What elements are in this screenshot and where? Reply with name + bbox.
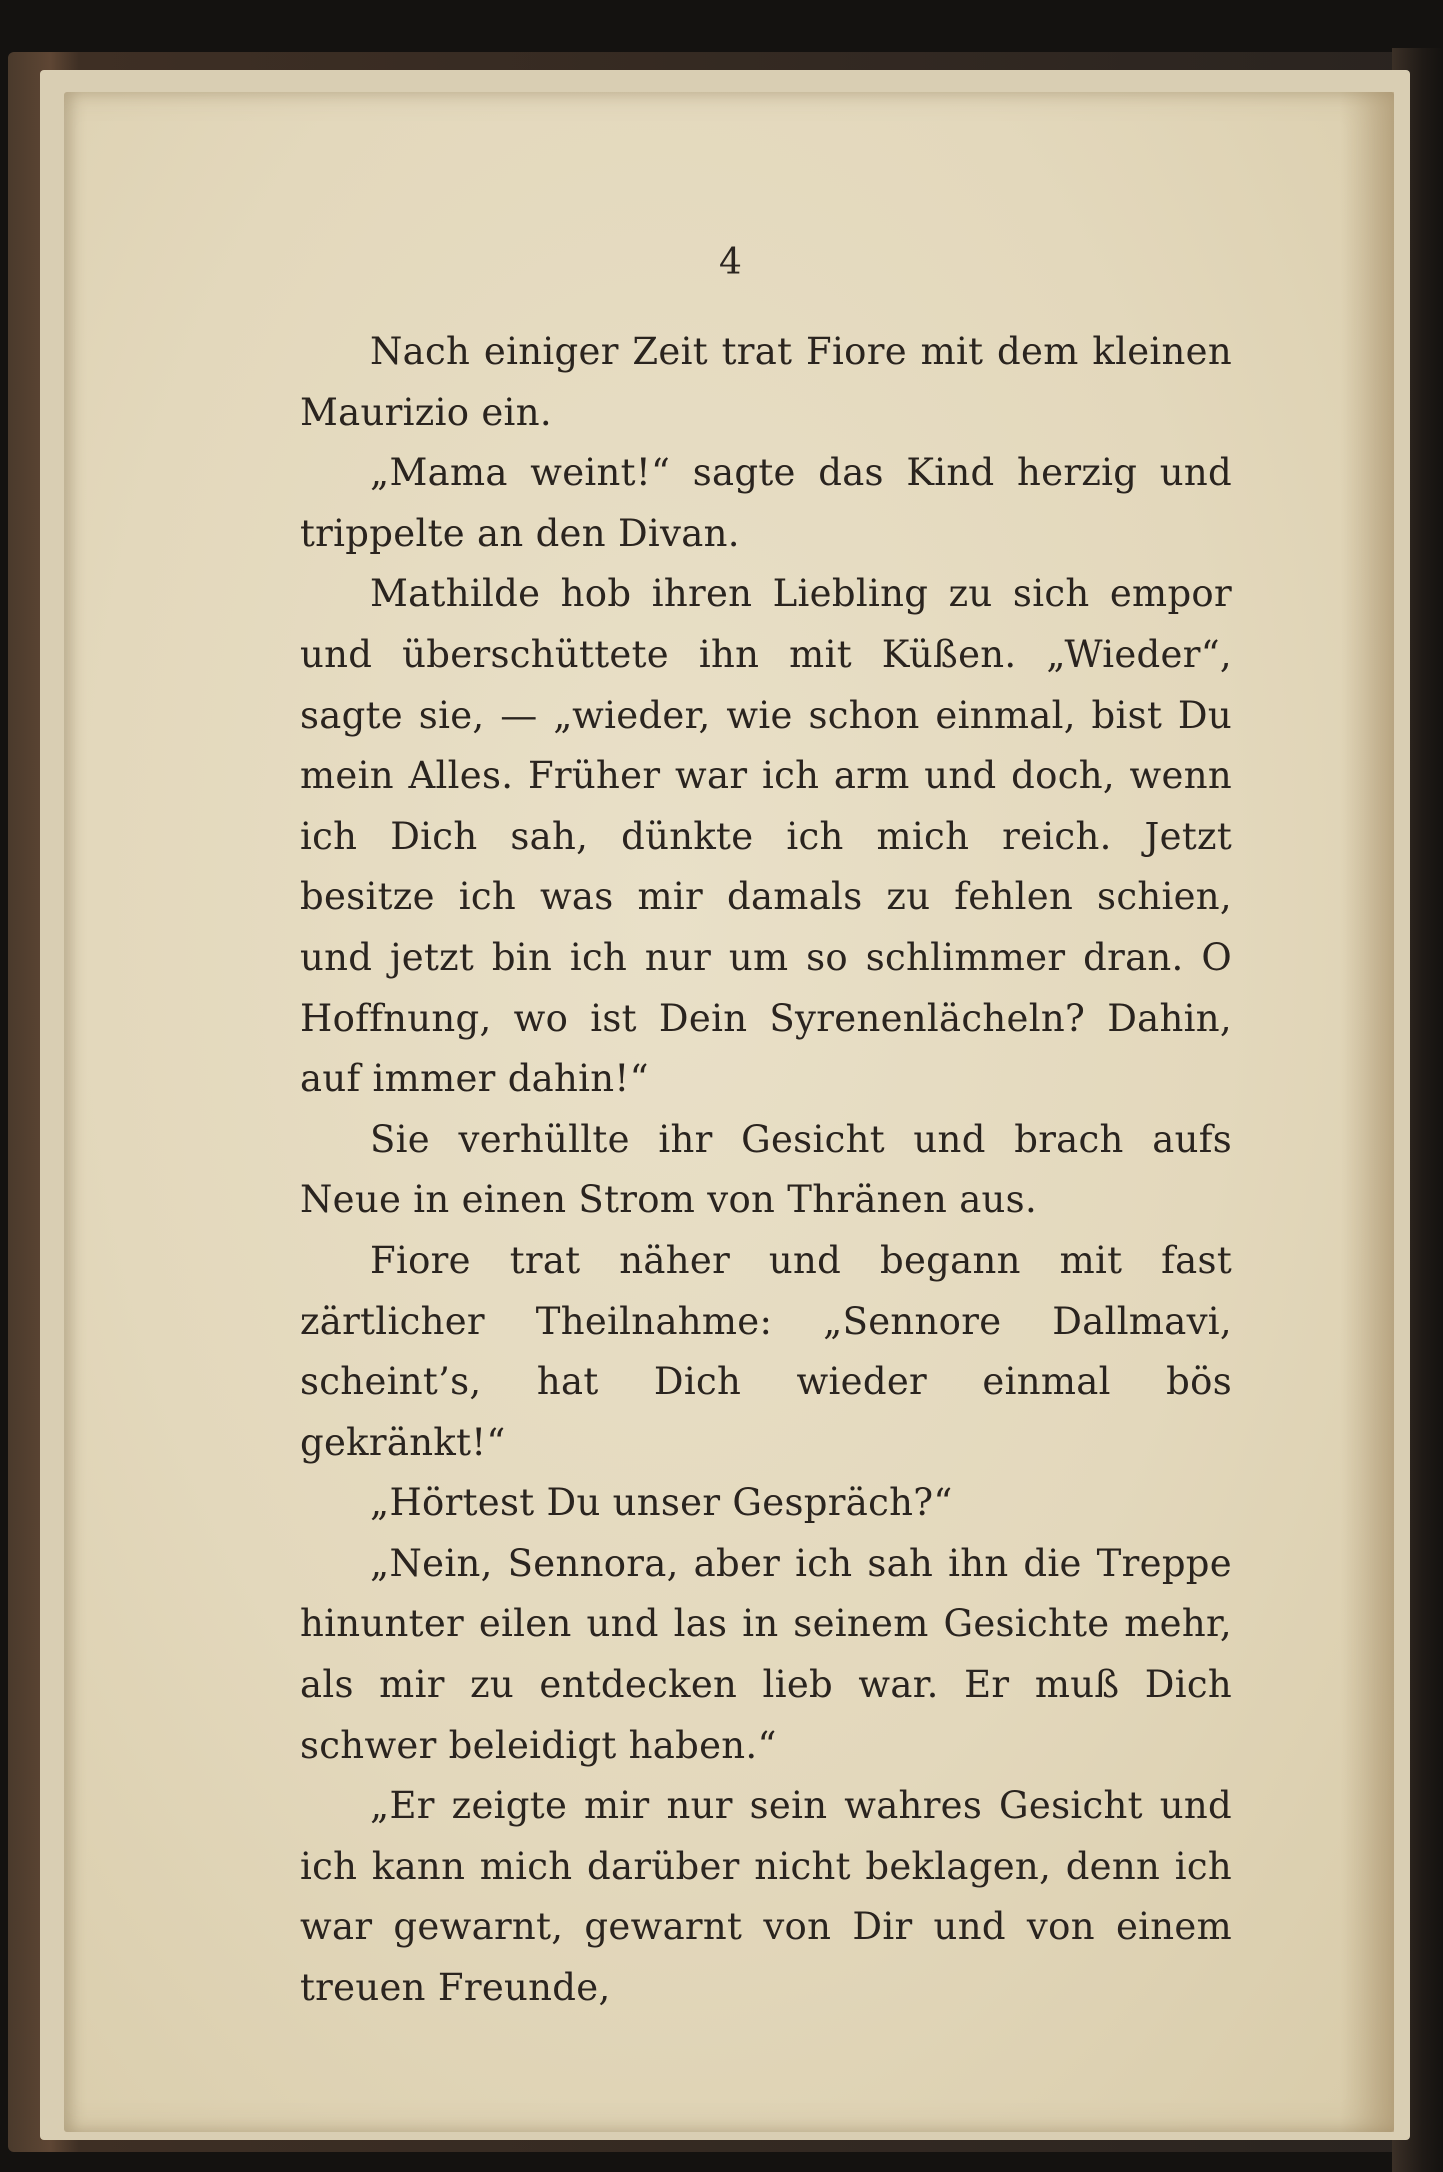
- paragraph: „Mama weint!“ sagte das Kind herzig und trippelte an den Divan.: [300, 451, 1232, 555]
- paragraph: Nach einiger Zeit trat Fiore mit dem kleinen Maurizio ein.: [300, 330, 1232, 434]
- paragraph: „Nein, Sennora, aber ich sah ihn die Treppe hinunter eilen und las in seinem Gesichte mehr, als mir zu entdecken lieb war. Er muß Dich schwer beleidigt haben.“: [300, 1541, 1232, 1767]
- page-text-block: [300, 322, 1232, 2019]
- paragraph: Fiore trat näher und begann mit fast zärtlicher Theilnahme: „Sennore Dallmavi, scheint’s, hat Dich wieder einmal bös gekränkt!“: [300, 1238, 1232, 1464]
- paragraph: Mathilde hob ihren Liebling zu sich empor und überschüttete ihn mit Küßen. „Wieder“, sagte sie, — „wieder, wie schon einmal, bist Du mein Alles. Früher war ich arm und doch, wenn ich Dich sah, dünkte ich mich reich. Jetzt besitze ich was mir damals zu fehlen schien, und jetzt bin ich nur um so schlimmer dran. O Hoffnung, wo ist Dein Syrenenlächeln? Dahin, auf immer dahin!“: [300, 572, 1232, 1101]
- page-gutter-shadow: [1340, 92, 1394, 2132]
- paragraph: „Hörtest Du unser Gespräch?“: [370, 1481, 953, 1525]
- paragraph: „Er zeigte mir nur sein wahres Gesicht und ich kann mich darüber nicht beklagen, denn ich war gewarnt, gewarnt von Dir und von einem treuen Freunde,: [300, 1784, 1232, 2010]
- paragraph: Sie verhüllte ihr Gesicht und brach aufs Neue in einen Strom von Thränen aus.: [300, 1117, 1232, 1222]
- page-number: 4: [719, 242, 742, 283]
